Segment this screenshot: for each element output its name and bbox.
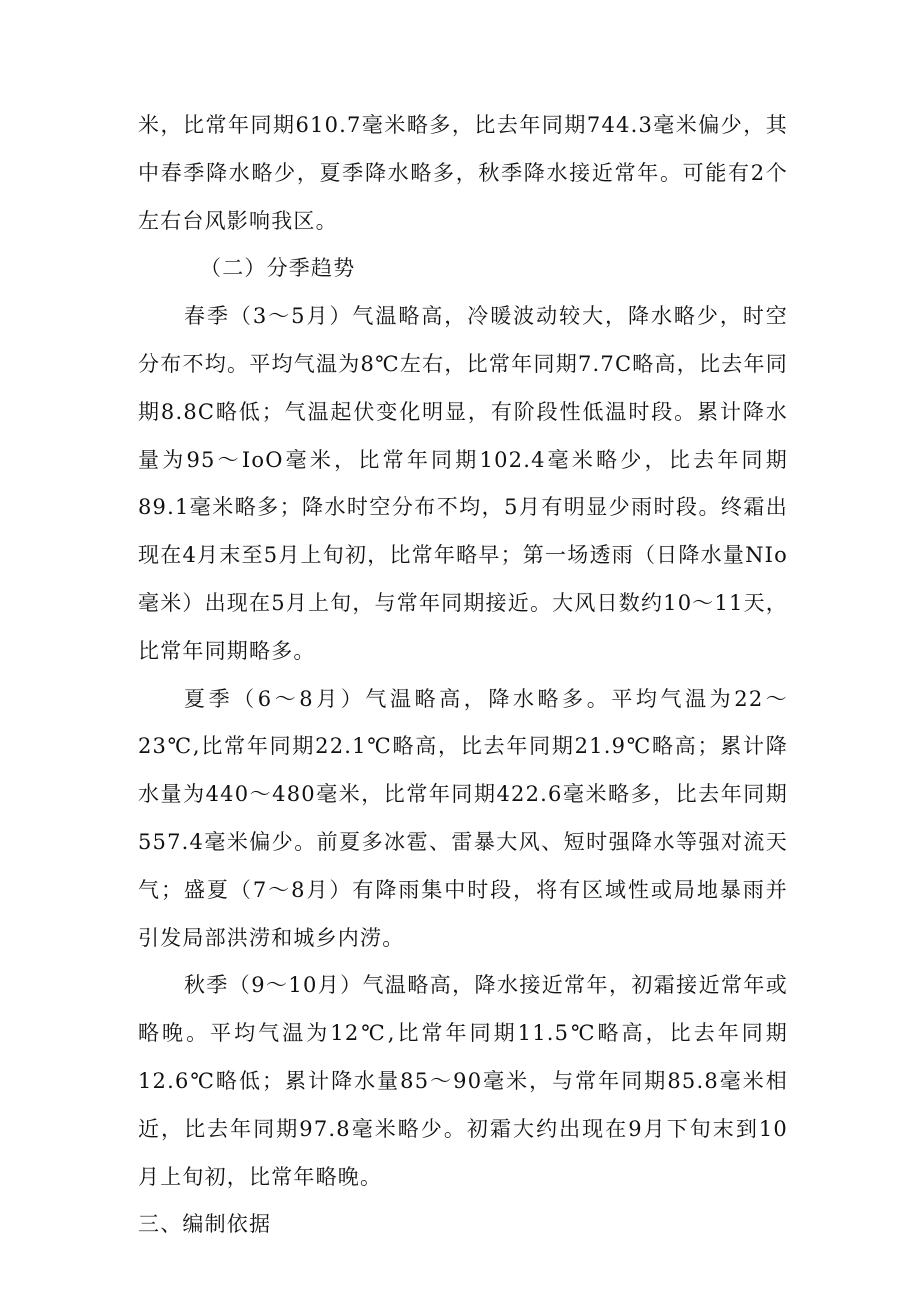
autumn-trend-paragraph: 秋季（9～10月）气温略高，降水接近常年，初霜接近常年或略晚。平均气温为12℃,比常年同期11.5℃略高，比去年同期12.6℃略低；累计降水量85～90毫米，与常年同期85.8毫米相近，比去年同期97.8毫米略少。初霜大约出现在9月下旬末到10月上旬初，比常年略晚。 [138, 973, 788, 1189]
document-body [138, 102, 788, 1249]
annual-precipitation-paragraph: 米，比常年同期610.7毫米略多，比去年同期744.3毫米偏少，其中春季降水略少，夏季降水略多，秋季降水接近常年。可能有2个左右台风影响我区。 [138, 113, 788, 233]
seasonal-trend-subheading: （二）分季趋势 [200, 256, 356, 281]
section-three-heading: 三、编制依据 [138, 1212, 272, 1237]
spring-trend-paragraph: 春季（3～5月）气温略高，冷暖波动较大，降水略少，时空分布不均。平均气温为8℃左右，比常年同期7.7C略高，比去年同期8.8C略低；气温起伏变化明显，有阶段性低温时段。累计降水量为95～IoO毫米，比常年同期102.4毫米略少，比去年同期89.1毫米略多；降水时空分布不均，5月有明显少雨时段。终霜出现在4月末至5月上旬初，比常年略早；第一场透雨（日降水量NIo毫米）出现在5月上旬，与常年同期接近。大风日数约10～11天，比常年同期略多。 [138, 304, 789, 663]
summer-trend-paragraph: 夏季（6～8月）气温略高，降水略多。平均气温为22～23℃,比常年同期22.1℃略高，比去年同期21.9℃略高；累计降水量为440～480毫米，比常年同期422.6毫米略多，比去年同期557.4毫米偏少。前夏多冰雹、雷暴大风、短时强降水等强对流天气；盛夏（7～8月）有降雨集中时段，将有区域性或局地暴雨并引发局部洪涝和城乡内涝。 [138, 686, 788, 950]
